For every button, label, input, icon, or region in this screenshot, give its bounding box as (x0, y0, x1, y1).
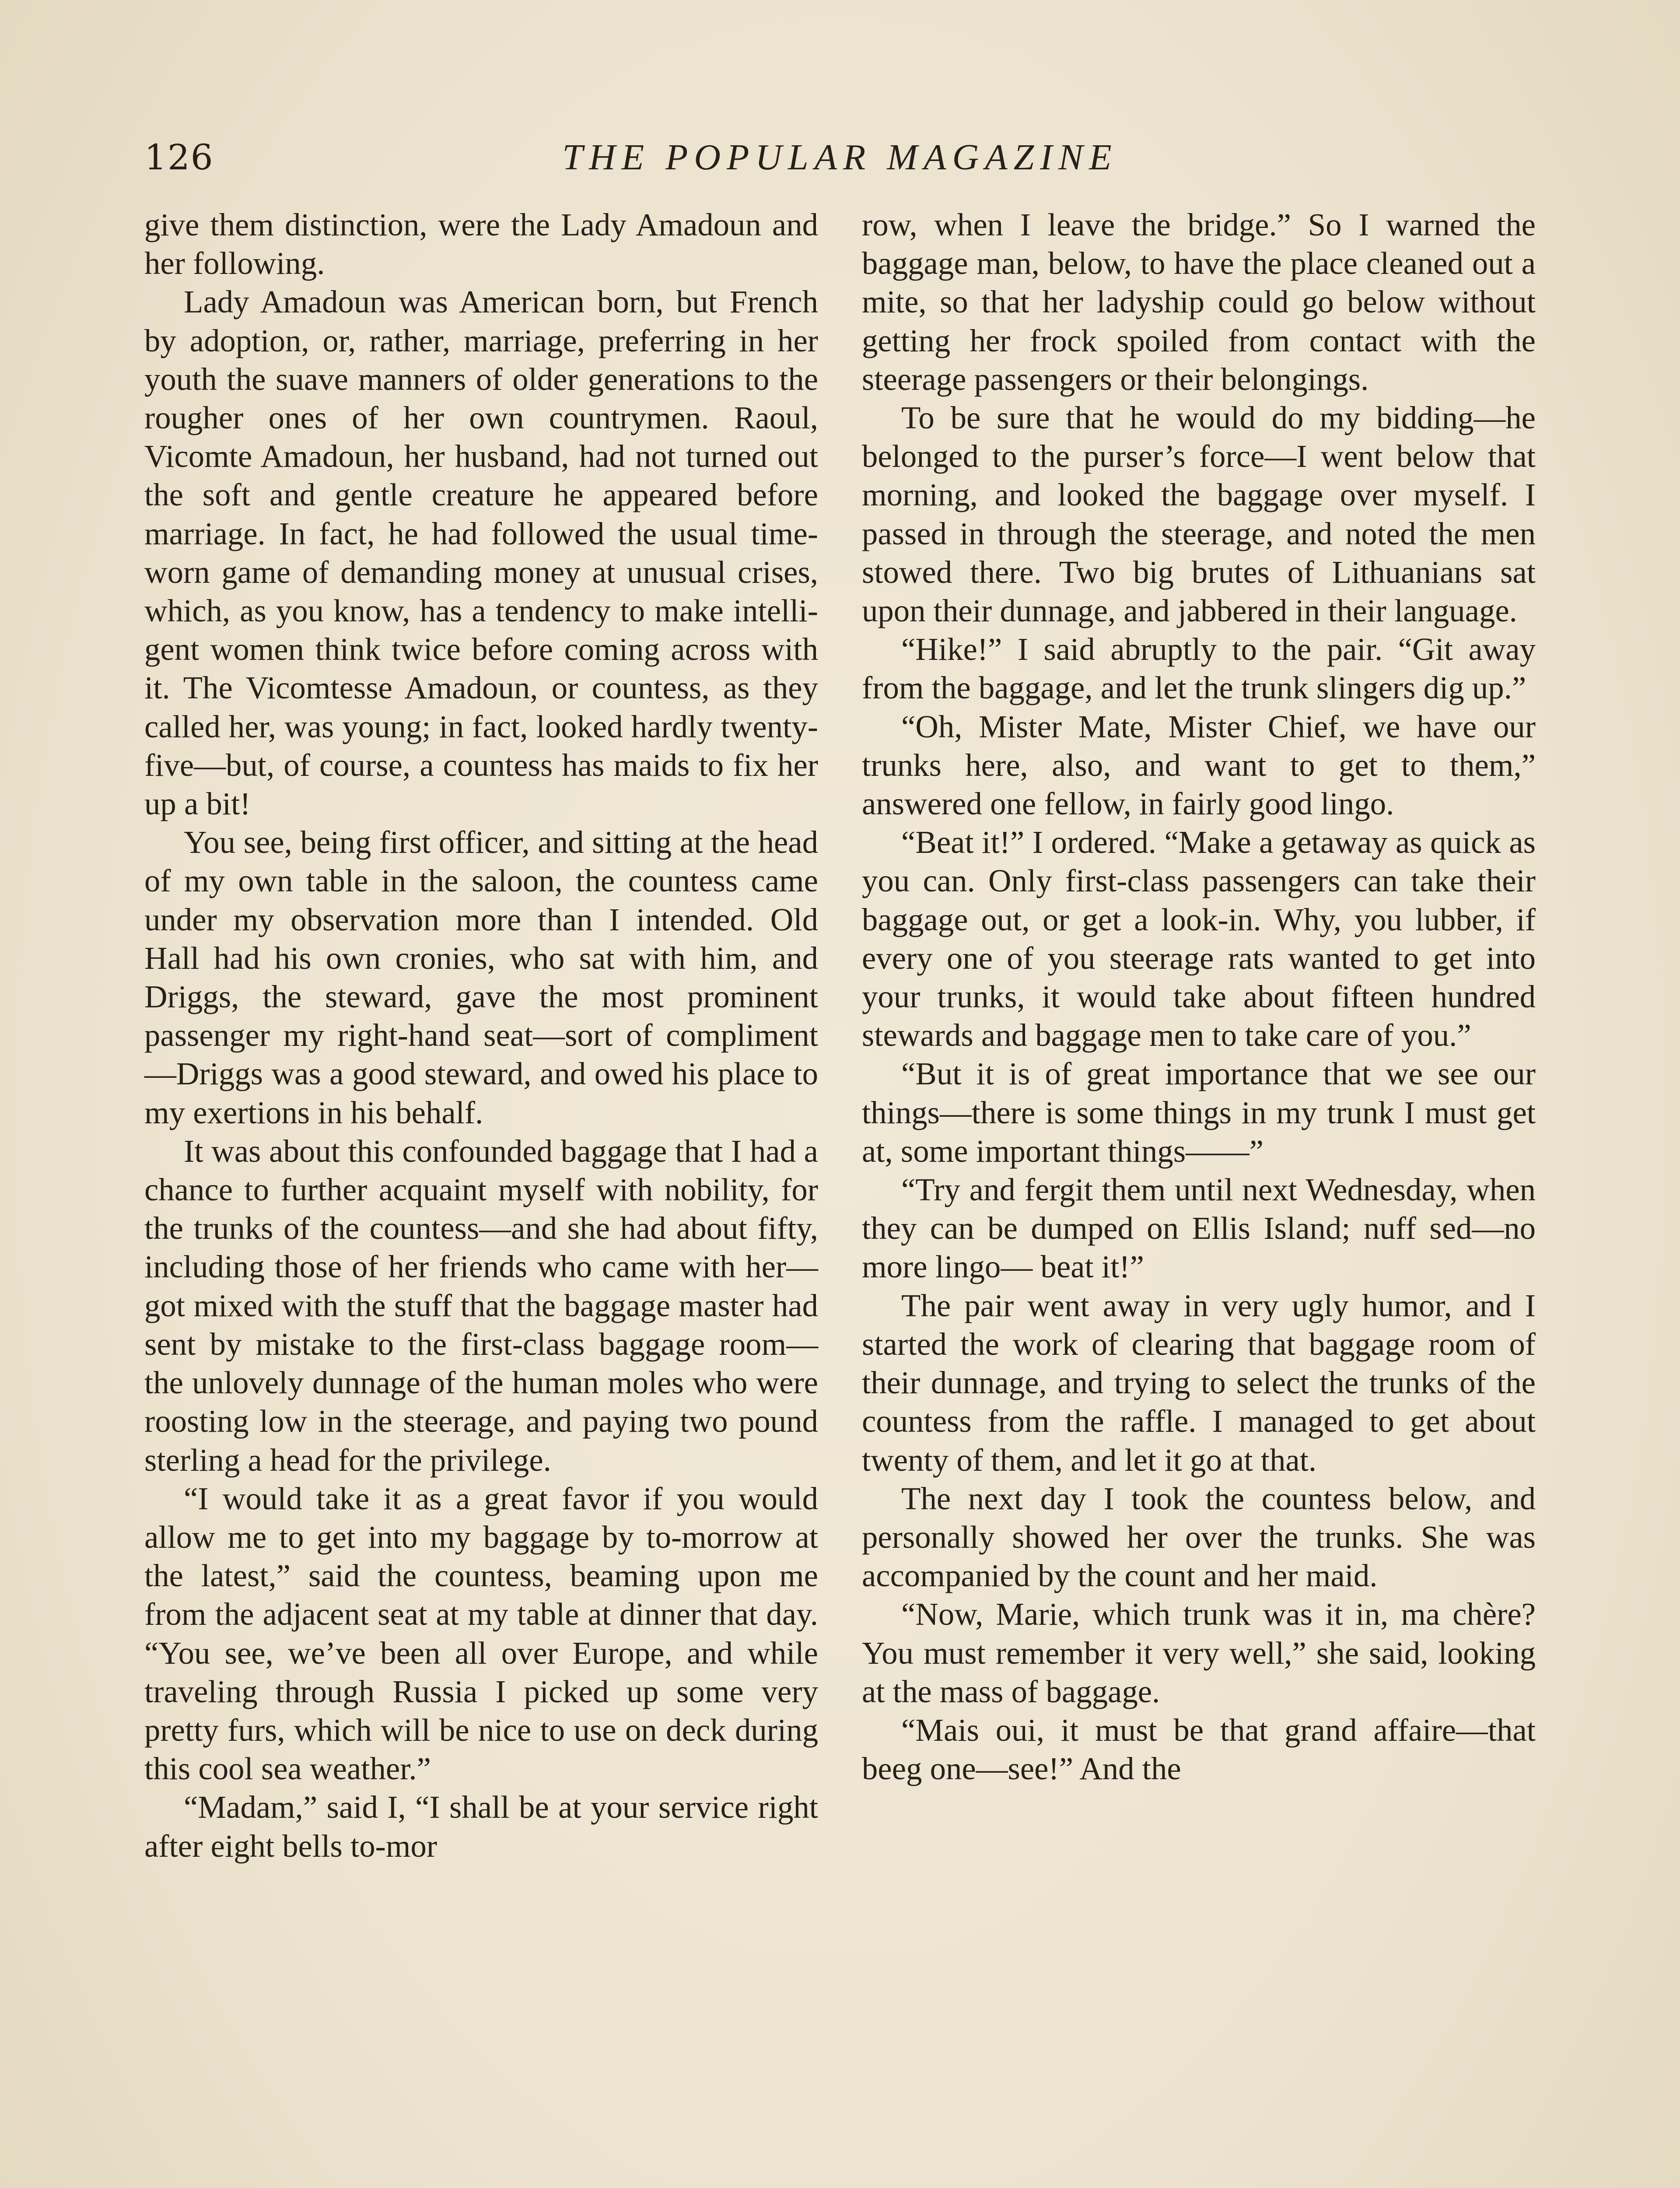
paragraph: “Hike!” I said abruptly to the pair. “Git away from the baggage, and let the trunk slingers dig up.” (862, 631, 1536, 706)
paragraph: “I would take it as a great favor if you would allow me to get into my baggage by to-morrow at the latest,” said the countess, beaming upon me from the adjacent seat at my table at dinner that day. “You see, we’ve been all over Europe, and while traveling through Russia I picked up some very pretty furs, which will be nice to use on deck during this cool sea weather.” (144, 1480, 818, 1787)
paragraph: The next day I took the countess below, and personally showed her over the trunks. She was accompanied by the count and her maid. (862, 1480, 1536, 1594)
paragraph: Lady Amadoun was American born, but French by adoption, or, rather, marriage, preferring in her youth the suave manners of older generations to the rougher ones of her own countrymen. Raoul, Vicomte Amadoun, her husband, had not turned out the soft and gentle creature he appeared before marriage. In fact, he had followed the usual time-worn game of demanding money at unusual crises, which, as you know, has a tendency to make intelligent women think twice before coming across with it. The Vicomtesse Amadoun, or countess, as they called her, was young; in fact, looked hardly twenty-five—but, of course, a countess has maids to fix her up a bit! (144, 284, 818, 822)
paragraph: It was about this confounded baggage that I had a chance to further acquaint myself with nobility, for the trunks of the countess—and she had about fifty, including those of her friends who came with her—got mixed with the stuff that the baggage master had sent by mistake to the first-class baggage room— the unlovely dunnage of the human moles who were roosting low in the steerage, and paying two pound sterling a head for the privilege. (144, 1133, 818, 1478)
paragraph: give them distinction, were the Lady Amadoun and her following. (144, 207, 818, 281)
paragraph: “Now, Marie, which trunk was it in, ma chère? You must remember it very well,” she said, looking at the mass of baggage. (862, 1596, 1536, 1709)
paragraph: “Beat it!” I ordered. “Make a getaway as quick as you can. Only first-class passengers can take their baggage out, or get a look-in. Why, you lubber, if every one of you steerage rats wanted to get into your trunks, it would take about fifteen hundred stewards and baggage men to take care of you.” (862, 824, 1536, 1053)
paragraph: You see, being first officer, and sitting at the head of my own table in the saloon, the countess came under my observation more than I intended. Old Hall had his own cronies, who sat with him, and Driggs, the steward, gave the most prominent passenger my right-hand seat—sort of compliment—Driggs was a good steward, and owed his place to my exertions in his behalf. (144, 824, 818, 1130)
paragraph: “Mais oui, it must be that grand affaire—that beeg one—see!” And the (862, 1712, 1536, 1787)
text-column-right (862, 206, 1536, 2188)
paragraph: To be sure that he would do my bidding—he belonged to the purser’s force—I went below that morning, and looked the baggage over myself. I passed in through the steerage, and noted the men stowed there. Two big brutes of Lithuanians sat upon their dunnage, and jabbered in their language. (862, 400, 1536, 629)
paragraph: “Oh, Mister Mate, Mister Chief, we have our trunks here, also, and want to get to them,” answered one fellow, in fairly good lingo. (862, 708, 1536, 822)
page-number: 126 (144, 137, 214, 178)
paragraph: The pair went away in very ugly humor, and I started the work of clearing that baggage room of their dunnage, and trying to select the trunks of the countess from the raffle. I managed to get about twenty of them, and let it go at that. (862, 1287, 1536, 1478)
text-column-left (144, 206, 818, 2188)
paragraph: “Madam,” said I, “I shall be at your service right after eight bells to-mor (144, 1789, 818, 1864)
running-title: THE POPULAR MAGAZINE (562, 137, 1118, 178)
paragraph: “But it is of great importance that we see our things—there is some things in my trunk I must get at, some important things——” (862, 1056, 1536, 1169)
paragraph: “Try and fergit them until next Wednesday, when they can be dumped on Ellis Island; nuff sed—no more lingo— beat it!” (862, 1172, 1536, 1285)
paragraph: row, when I leave the bridge.” So I warned the baggage man, below, to have the place cleaned out a mite, so that her ladyship could go below without getting her frock spoiled from contact with the steerage passengers or their belongings. (862, 207, 1536, 397)
page-header (144, 131, 1536, 184)
